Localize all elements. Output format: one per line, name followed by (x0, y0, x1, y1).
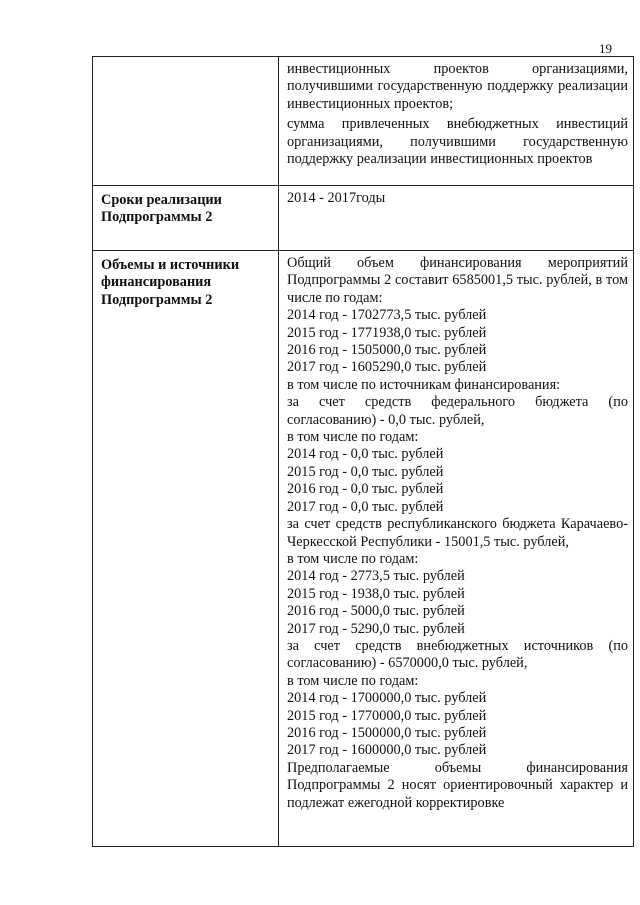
value-line: 2016 год - 1500000,0 тыс. рублей (287, 724, 487, 741)
value-line: 2016 год - 5000,0 тыс. рублей (287, 603, 465, 620)
table-row (93, 251, 634, 847)
value-line: в том числе по источникам финансирования: (287, 376, 561, 393)
table-row (93, 57, 634, 186)
value-line: 2017 год - 1605290,0 тыс. рублей (287, 359, 487, 376)
row-value-cell (279, 251, 634, 847)
row-value-cell (279, 186, 634, 251)
value-paragraph: Предполагаемые объемы финансирования Подпрограммы 2 носят ориентировочный характер и подлежат ежегодной корректировке (287, 759, 628, 811)
value-line: 2015 год - 1770000,0 тыс. рублей (287, 707, 487, 724)
row-label: Сроки реализации Подпрограммы 2 (101, 192, 222, 226)
value-paragraph: за счет средств внебюджетных источников (по согласованию) - 6570000,0 тыс. рублей, (287, 637, 628, 672)
value-paragraph: сумма привлеченных внебюджетных инвестиций организациями, получившими государственную поддержку реализации инвестиционных проектов (287, 116, 628, 168)
value-line: 2017 год - 5290,0 тыс. рублей (287, 620, 465, 637)
value-line: 2014 год - 0,0 тыс. рублей (287, 446, 444, 463)
value-paragraph: за счет средств федерального бюджета (по согласованию) - 0,0 тыс. рублей, (287, 394, 628, 428)
value-line: 2015 год - 1938,0 тыс. рублей (287, 585, 465, 602)
row-label: Объемы и источники финансирования Подпрограммы 2 (101, 257, 240, 308)
value-line: 2014 год - 1700000,0 тыс. рублей (287, 690, 487, 707)
value-line: 2015 год - 0,0 тыс. рублей (287, 463, 444, 480)
value-line: в том числе по годам: (287, 550, 419, 567)
value-line: 2017 год - 1600000,0 тыс. рублей (287, 742, 487, 759)
value-line: 2014 год - 1702773,5 тыс. рублей (287, 307, 487, 324)
value-paragraph: инвестиционных проектов организациями, получившими государственную поддержку реализации инвестиционных проектов; (287, 61, 628, 112)
value-line: 2014 год - 2773,5 тыс. рублей (287, 568, 465, 585)
value-line: 2015 год - 1771938,0 тыс. рублей (287, 324, 487, 341)
value-line: 2017 год - 0,0 тыс. рублей (287, 498, 444, 515)
page-number: 19 (599, 41, 612, 56)
value-line: в том числе по годам: (287, 672, 419, 689)
value-line: 2016 год - 0,0 тыс. рублей (287, 481, 444, 498)
value-paragraph: за счет средств республиканского бюджета Карачаево-Черкесской Республики - 15001,5 тыс. рублей, (287, 516, 628, 550)
row-label-cell (93, 57, 279, 186)
table-row (93, 186, 634, 251)
value-paragraph: 2014 - 2017годы (287, 190, 386, 206)
value-line: в том числе по годам: (287, 429, 419, 446)
value-line: 2016 год - 1505000,0 тыс. рублей (287, 342, 487, 359)
row-label-cell (93, 251, 279, 847)
passport-table (92, 56, 634, 847)
value-paragraph: Общий объем финансирования мероприятий Подпрограммы 2 составит 6585001,5 тыс. рублей, в том числе по годам: (287, 255, 628, 306)
row-label-cell (93, 186, 279, 251)
row-value-cell (279, 57, 634, 186)
